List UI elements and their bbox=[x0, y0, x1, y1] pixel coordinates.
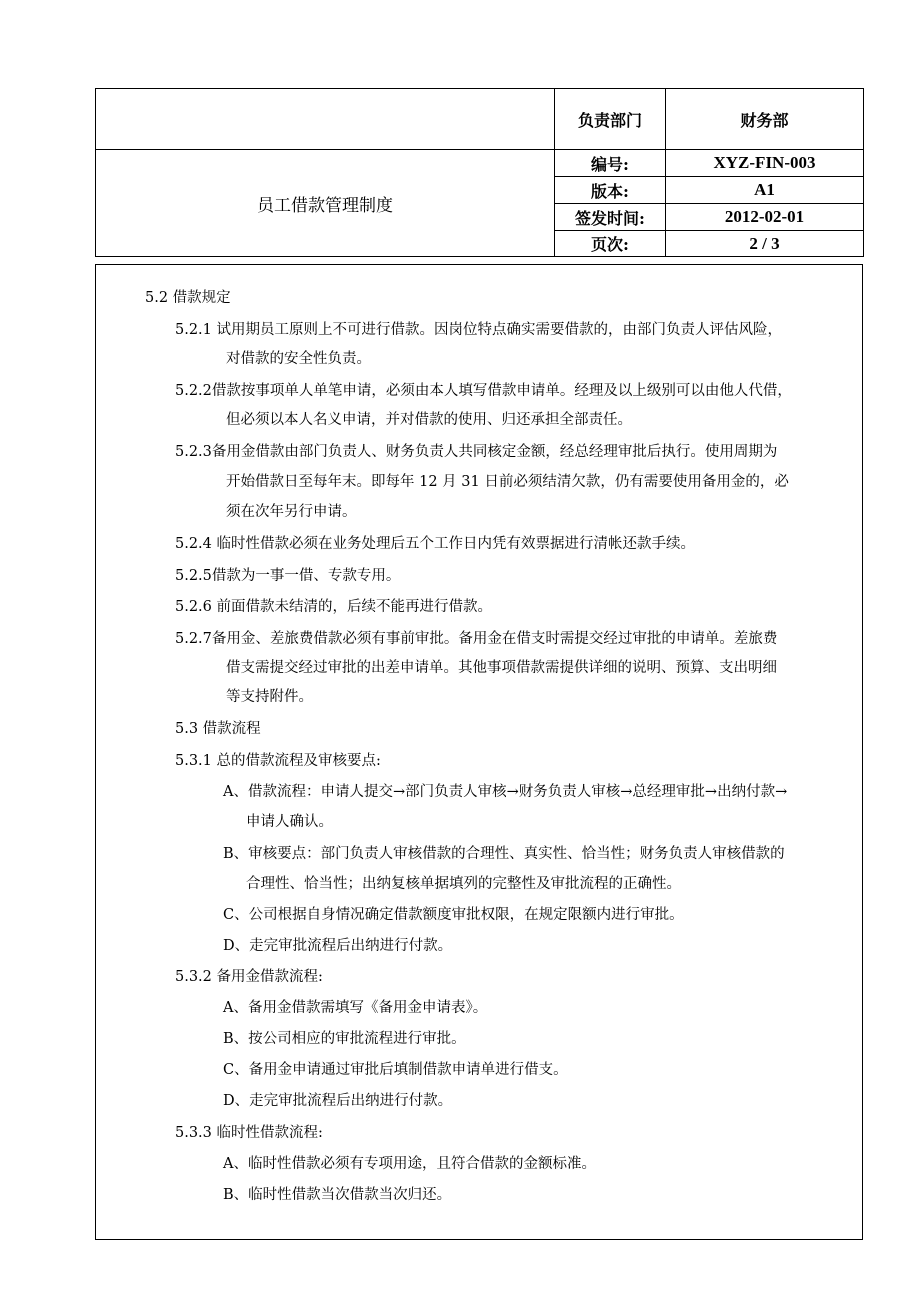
header-blank-cell bbox=[96, 89, 555, 150]
section-heading: 5.2 借款规定 bbox=[145, 290, 231, 306]
clause-text: 5.2.6 前面借款未结清的，后续不能再进行借款。 bbox=[175, 599, 493, 615]
list-item: A、临时性借款必须有专项用途，且符合借款的金额标准。 bbox=[223, 1156, 596, 1172]
clause-text: 5.2.4 临时性借款必须在业务处理后五个工作日内凭有效票据进行清帐还款手续。 bbox=[175, 536, 696, 552]
clause-text: 5.3.3 临时性借款流程: bbox=[175, 1125, 323, 1141]
clause-text: 开始借款日至每年末。即每年 12 月 31 日前必须结清欠款，仍有需要使用备用金的，必 bbox=[226, 474, 789, 490]
clause-text: 对借款的安全性负责。 bbox=[226, 351, 371, 367]
list-item: 合理性、恰当性；出纳复核单据填列的完整性及审批流程的正确性。 bbox=[246, 876, 681, 892]
version-label: 版本: bbox=[555, 177, 666, 204]
clause-text: 5.2.7备用金、差旅费借款必须有事前审批。备用金在借支时需提交经过审批的申请单。差旅费 bbox=[175, 631, 778, 647]
clause-text: 5.2.3备用金借款由部门负责人、财务负责人共同核定金额，经总经理审批后执行。使用周期为 bbox=[175, 444, 778, 460]
list-item: C、公司根据自身情况确定借款额度审批权限，在规定限额内进行审批。 bbox=[223, 907, 684, 923]
document-title: 员工借款管理制度 bbox=[96, 150, 555, 257]
dept-value: 财务部 bbox=[666, 89, 864, 150]
clause-text: 借支需提交经过审批的出差申请单。其他事项借款需提供详细的说明、预算、支出明细 bbox=[226, 660, 777, 676]
clause-text: 5.2.5借款为一事一借、专款专用。 bbox=[175, 568, 401, 584]
clause-text: 5.2.2借款按事项单人单笔申请，必须由本人填写借款申请单。经理及以上级别可以由他人代借， bbox=[175, 383, 792, 399]
list-item: B、按公司相应的审批流程进行审批。 bbox=[223, 1031, 466, 1047]
list-item: C、备用金申请通过审批后填制借款申请单进行借支。 bbox=[223, 1062, 568, 1078]
list-item: 申请人确认。 bbox=[246, 814, 333, 830]
list-item: B、审核要点：部门负责人审核借款的合理性、真实性、恰当性；财务负责人审核借款的 bbox=[223, 846, 785, 862]
issue-date-label: 签发时间: bbox=[555, 204, 666, 231]
clause-text: 5.3.1 总的借款流程及审核要点: bbox=[175, 753, 381, 769]
list-item: D、走完审批流程后出纳进行付款。 bbox=[223, 1093, 453, 1109]
section-heading: 5.3 借款流程 bbox=[175, 721, 261, 737]
version-value: A1 bbox=[666, 177, 864, 204]
list-item: B、临时性借款当次借款当次归还。 bbox=[223, 1187, 452, 1203]
clause-text: 5.2.1 试用期员工原则上不可进行借款。因岗位特点确实需要借款的，由部门负责人评估风险， bbox=[175, 322, 782, 338]
issue-date-value: 2012-02-01 bbox=[666, 204, 864, 231]
list-item: A、备用金借款需填写《备用金申请表》。 bbox=[223, 1000, 488, 1016]
doc-number-value: XYZ-FIN-003 bbox=[666, 150, 864, 177]
clause-text: 5.3.2 备用金借款流程: bbox=[175, 969, 323, 985]
document-header-table bbox=[95, 88, 864, 257]
list-item: D、走完审批流程后出纳进行付款。 bbox=[223, 938, 453, 954]
doc-number-label: 编号: bbox=[555, 150, 666, 177]
clause-text: 须在次年另行申请。 bbox=[226, 504, 357, 520]
clause-text: 等支持附件。 bbox=[226, 689, 313, 705]
dept-label: 负责部门 bbox=[555, 89, 666, 150]
clause-text: 但必须以本人名义申请，并对借款的使用、归还承担全部责任。 bbox=[226, 412, 632, 428]
page-value: 2 / 3 bbox=[666, 231, 864, 257]
page-label: 页次: bbox=[555, 231, 666, 257]
list-item: A、借款流程：申请人提交→部门负责人审核→财务负责人审核→总经理审批→出纳付款→ bbox=[223, 784, 788, 800]
